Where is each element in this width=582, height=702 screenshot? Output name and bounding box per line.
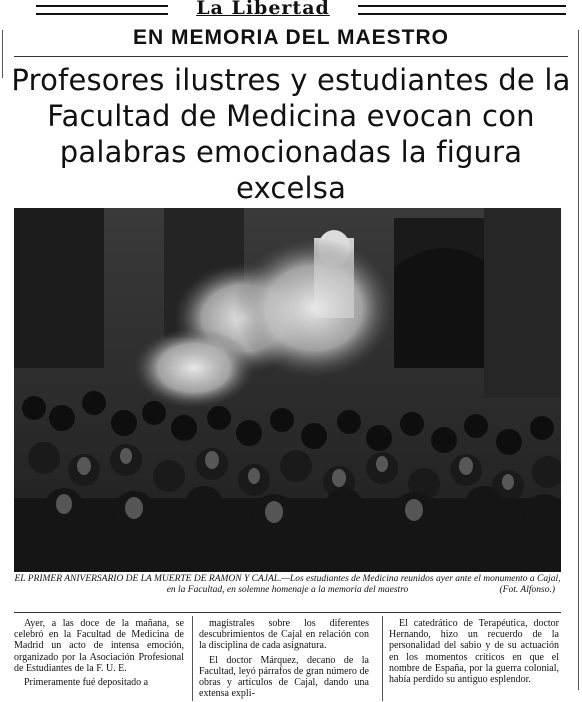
caption-lead: EL PRIMER ANIVERSARIO DE LA MUERTE DE RAMON Y CAJAL. <box>14 574 282 584</box>
crowd-photo-illustration <box>14 208 561 572</box>
masthead-rule-right <box>358 5 566 15</box>
page-rule-right <box>578 30 579 690</box>
newspaper-title: La Libertad <box>196 0 330 19</box>
kicker-divider <box>14 56 568 57</box>
column-rule <box>382 616 383 701</box>
body-paragraph: El doctor Márquez, decano de la Facultad, leyó párrafos de gran número de obras y artículos de Cajal, dando una extensa expli- <box>199 654 369 700</box>
masthead-rule-left <box>36 5 168 15</box>
column-rule <box>192 616 193 701</box>
body-paragraph: magistrales sobre los diferentes descubrimientos de Cajal en relación con la disciplina de cada asignatura. <box>199 618 369 652</box>
headline-line: Profesores ilustres y estudiantes de la <box>11 63 571 97</box>
headline-line: palabras emocionadas la figura excelsa <box>59 135 523 205</box>
caption-divider <box>14 612 561 613</box>
news-photo <box>14 208 561 572</box>
photo-credit: (Fot. Alfonso.) <box>499 585 555 595</box>
section-kicker: EN MEMORIA DEL MAESTRO <box>132 26 449 49</box>
body-column-3 <box>389 618 559 688</box>
body-column-2 <box>199 618 369 702</box>
caption-text: —Los estudiantes de Medicina reunidos ayer ante el monumento a Cajal, en la Facultad, en solemne homenaje a la memoria del maestro <box>166 574 561 595</box>
body-column-1 <box>14 618 184 691</box>
masthead <box>0 0 582 20</box>
headline-line: Facultad de Medicina evocan con <box>47 99 535 133</box>
body-paragraph: Primeramente fué depositado a <box>24 677 149 689</box>
photo-caption <box>14 574 561 596</box>
body-paragraph: El catedrático de Terapéutica, doctor Hernando, hizo un recuerdo de la personalidad del sabio y de su actuación en los momentos críticos en que el nombre de España, por la guerra colonial, había perdido su antiguo esplendor. <box>389 618 559 686</box>
body-paragraph: Ayer, a las doce de la mañana, se celebró en la Facultad de Medicina de Madrid un acto de intensa emoción, organizado por la Asociación Profesional de Estudiantes de la F. U. E. <box>14 618 184 674</box>
